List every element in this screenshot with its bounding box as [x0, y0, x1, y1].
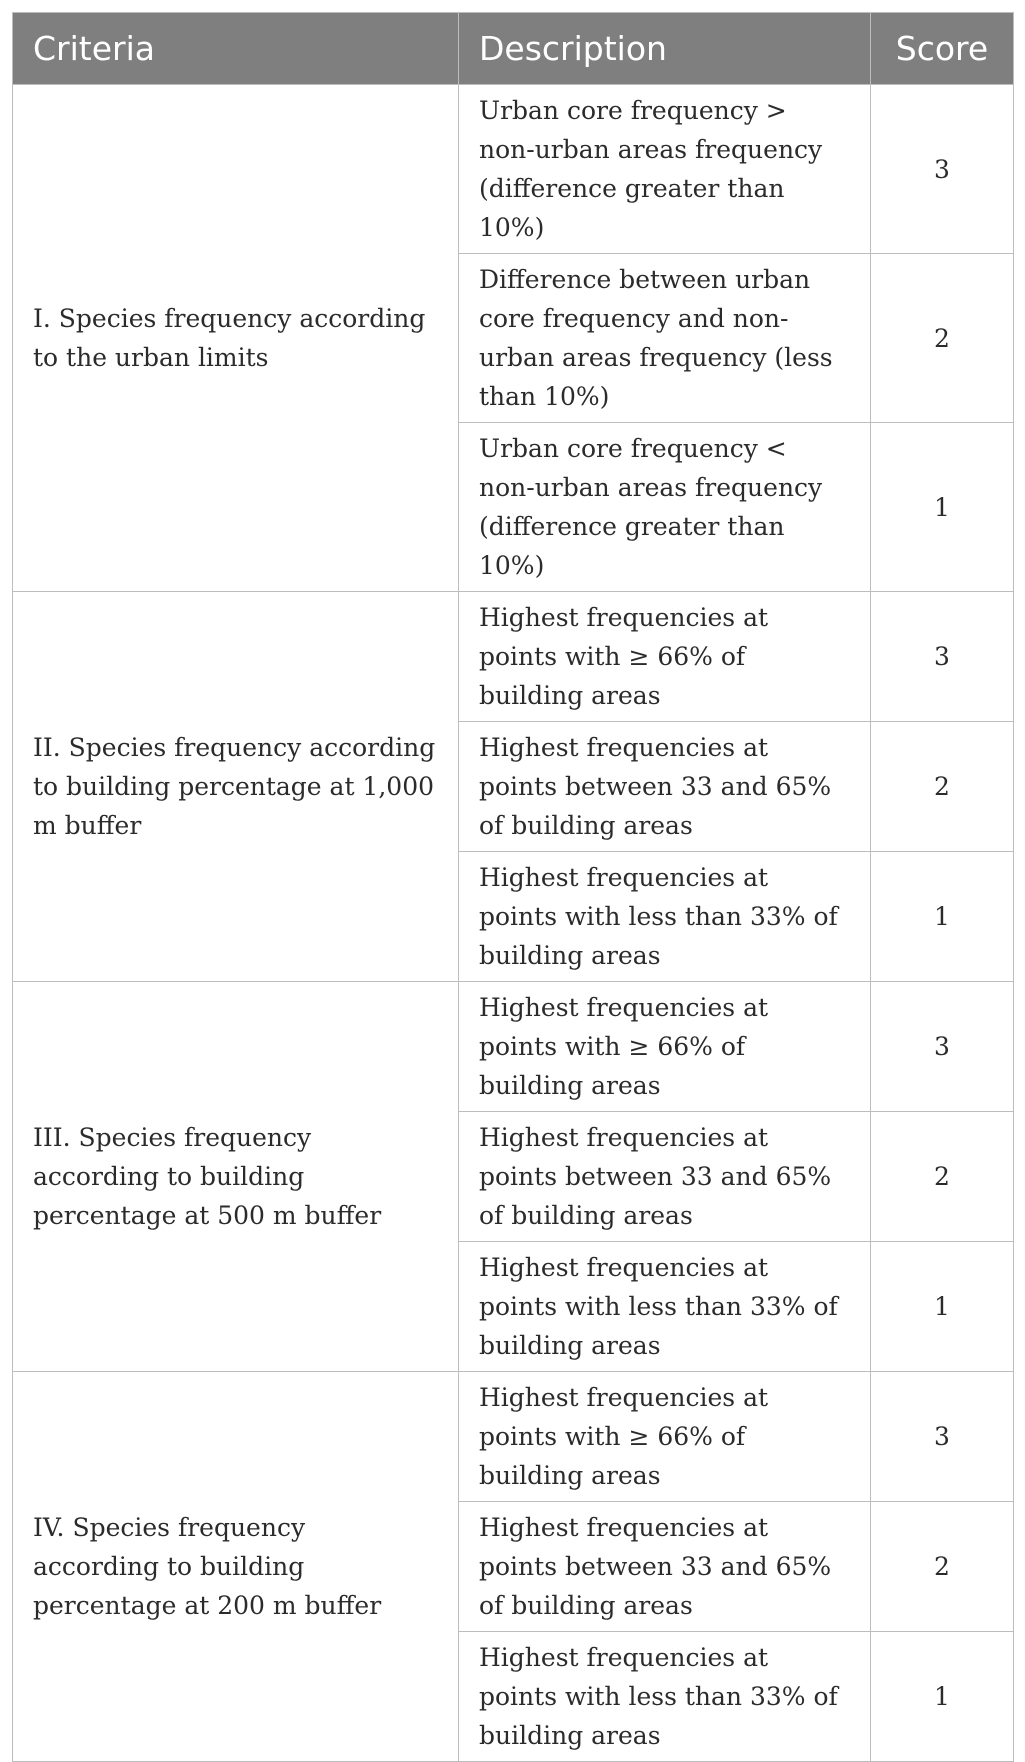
description-cell: Highest frequencies at points with ≥ 66% of building areas: [459, 982, 871, 1112]
description-cell: Difference between urban core frequency and non-urban areas frequency (less than 10%): [459, 254, 871, 423]
description-cell: Highest frequencies at points with less than 33% of building areas: [459, 1632, 871, 1762]
description-cell: Highest frequencies at points with less than 33% of building areas: [459, 852, 871, 982]
criteria-cell: II. Species frequency according to building percentage at 1,000 m buffer: [13, 592, 459, 982]
description-cell: Highest frequencies at points between 33 and 65% of building areas: [459, 1112, 871, 1242]
header-criteria: Criteria: [13, 13, 459, 85]
score-cell: 2: [871, 1502, 1014, 1632]
description-cell: Highest frequencies at points between 33 and 65% of building areas: [459, 1502, 871, 1632]
header-row: [13, 13, 1014, 85]
table-row: [13, 592, 1014, 722]
criteria-cell: IV. Species frequency according to building percentage at 200 m buffer: [13, 1372, 459, 1762]
score-cell: 1: [871, 1242, 1014, 1372]
score-cell: 3: [871, 592, 1014, 722]
table-row: [13, 1372, 1014, 1502]
criteria-cell: III. Species frequency according to building percentage at 500 m buffer: [13, 982, 459, 1372]
header-score: Score: [871, 13, 1014, 85]
criteria-table-container: [12, 12, 1013, 1750]
score-cell: 2: [871, 722, 1014, 852]
description-cell: Highest frequencies at points with ≥ 66% of building areas: [459, 592, 871, 722]
description-cell: Highest frequencies at points between 33 and 65% of building areas: [459, 722, 871, 852]
header-description: Description: [459, 13, 871, 85]
criteria-score-table: [12, 12, 1014, 1762]
description-cell: Highest frequencies at points with less than 33% of building areas: [459, 1242, 871, 1372]
table-row: [13, 982, 1014, 1112]
score-cell: 3: [871, 85, 1014, 254]
table-row: [13, 85, 1014, 254]
score-cell: 3: [871, 1372, 1014, 1502]
score-cell: 2: [871, 1112, 1014, 1242]
description-cell: Highest frequencies at points with ≥ 66% of building areas: [459, 1372, 871, 1502]
score-cell: 2: [871, 254, 1014, 423]
description-cell: Urban core frequency > non-urban areas frequency (difference greater than 10%): [459, 85, 871, 254]
score-cell: 1: [871, 852, 1014, 982]
score-cell: 3: [871, 982, 1014, 1112]
score-cell: 1: [871, 1632, 1014, 1762]
description-cell: Urban core frequency < non-urban areas frequency (difference greater than 10%): [459, 423, 871, 592]
criteria-cell: I. Species frequency according to the urban limits: [13, 85, 459, 592]
score-cell: 1: [871, 423, 1014, 592]
